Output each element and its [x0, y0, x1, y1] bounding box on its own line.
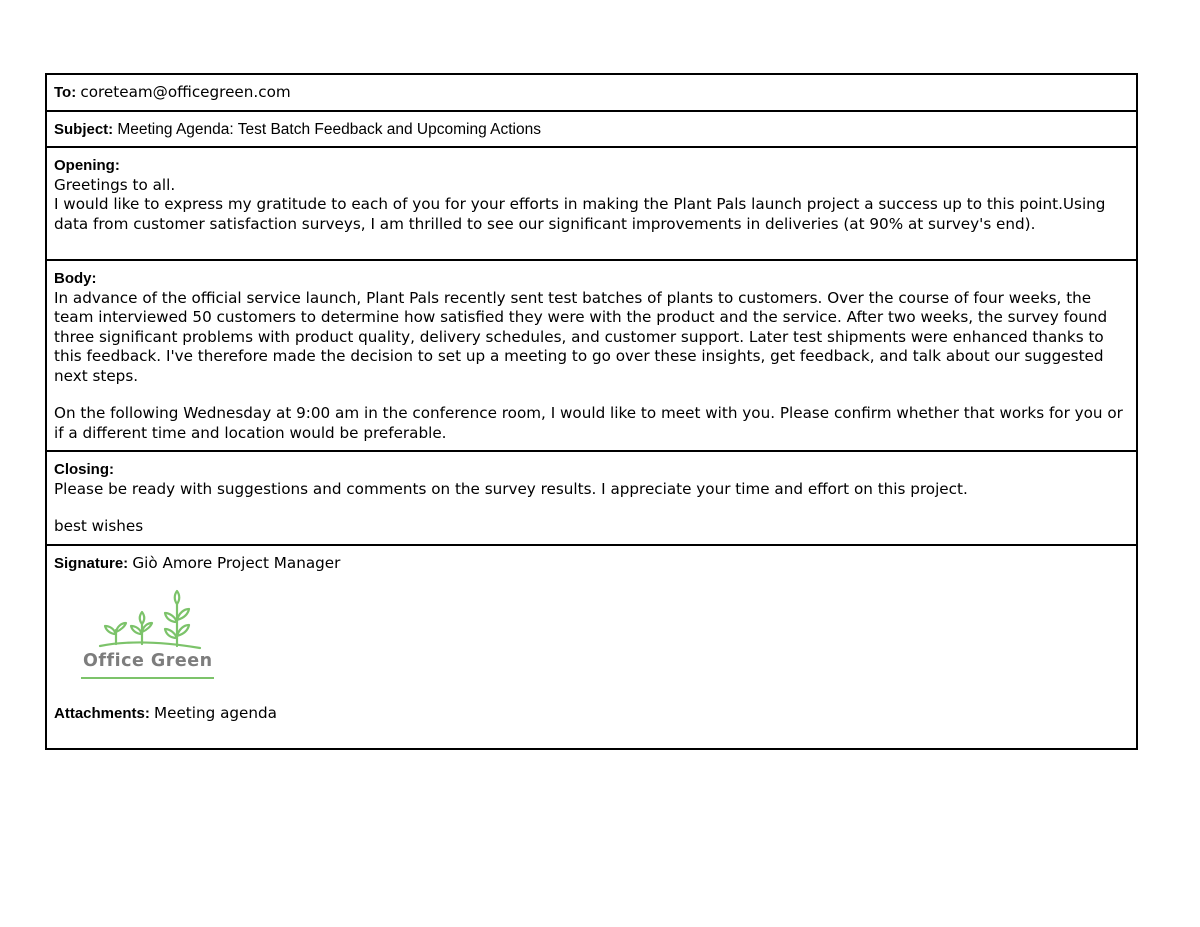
to-label: To:: [54, 84, 81, 101]
to-value: coreteam@officegreen.com: [80, 83, 291, 101]
sprouts-icon: [80, 588, 220, 654]
paragraph-gap: [54, 386, 1128, 404]
paragraph-gap: [54, 499, 1128, 517]
email-sheet: [45, 73, 1138, 750]
closing-row: [47, 452, 1136, 546]
subject-label: Subject:: [54, 121, 118, 138]
logo-underline: [81, 677, 214, 679]
to-row: [47, 75, 1136, 112]
attachments-line: [54, 704, 1128, 724]
body-paragraph-1: In advance of the official service launch, Plant Pals recently sent test batches of plants to customers. Over the course of four weeks, the team interviewed 50 customers to determine how satisfied they were with the product and the service. After two weeks, the survey found three significant problems with product quality, delivery schedules, and customer support. Later test shipments were enhanced thanks to this feedback. I've therefore made the decision to set up a meeting to go over these insights, get feedback, and talk about our suggested next steps.: [54, 288, 1108, 385]
office-green-logo: [80, 588, 220, 688]
opening-label: Opening:: [54, 157, 120, 174]
attachment-item[interactable]: Meeting agenda: [154, 703, 277, 722]
attachments-label: Attachments:: [54, 704, 155, 722]
closing-paragraph: Please be ready with suggestions and comments on the survey results. I appreciate your time and effort on this project.: [54, 479, 968, 498]
subject-row: [47, 112, 1136, 148]
opening-row: [47, 148, 1136, 261]
body-row: [47, 261, 1136, 452]
logo-text: Office Green: [83, 650, 213, 671]
opening-paragraph: I would like to express my gratitude to each of you for your efforts in making the Plant Pals launch project a success up to this point.Using data from customer satisfaction surveys, I am thrilled to see our significant improvements in deliveries (at 90% at survey's end).: [54, 195, 1106, 233]
closing-signoff: best wishes: [54, 517, 144, 535]
signature-row: [47, 546, 1136, 748]
closing-label: Closing:: [54, 461, 114, 478]
body-paragraph-2: On the following Wednesday at 9:00 am in the conference room, I would like to meet with you. Please confirm whether that works for you or if a different time and location would be preferable.: [54, 404, 1123, 442]
subject-value: Meeting Agenda: Test Batch Feedback and Upcoming Actions: [117, 121, 541, 138]
opening-greeting: Greetings to all.: [54, 175, 176, 194]
signature-label: Signature:: [54, 555, 133, 572]
signature-value: Giò Amore Project Manager: [132, 554, 341, 572]
body-label: Body:: [54, 270, 97, 287]
